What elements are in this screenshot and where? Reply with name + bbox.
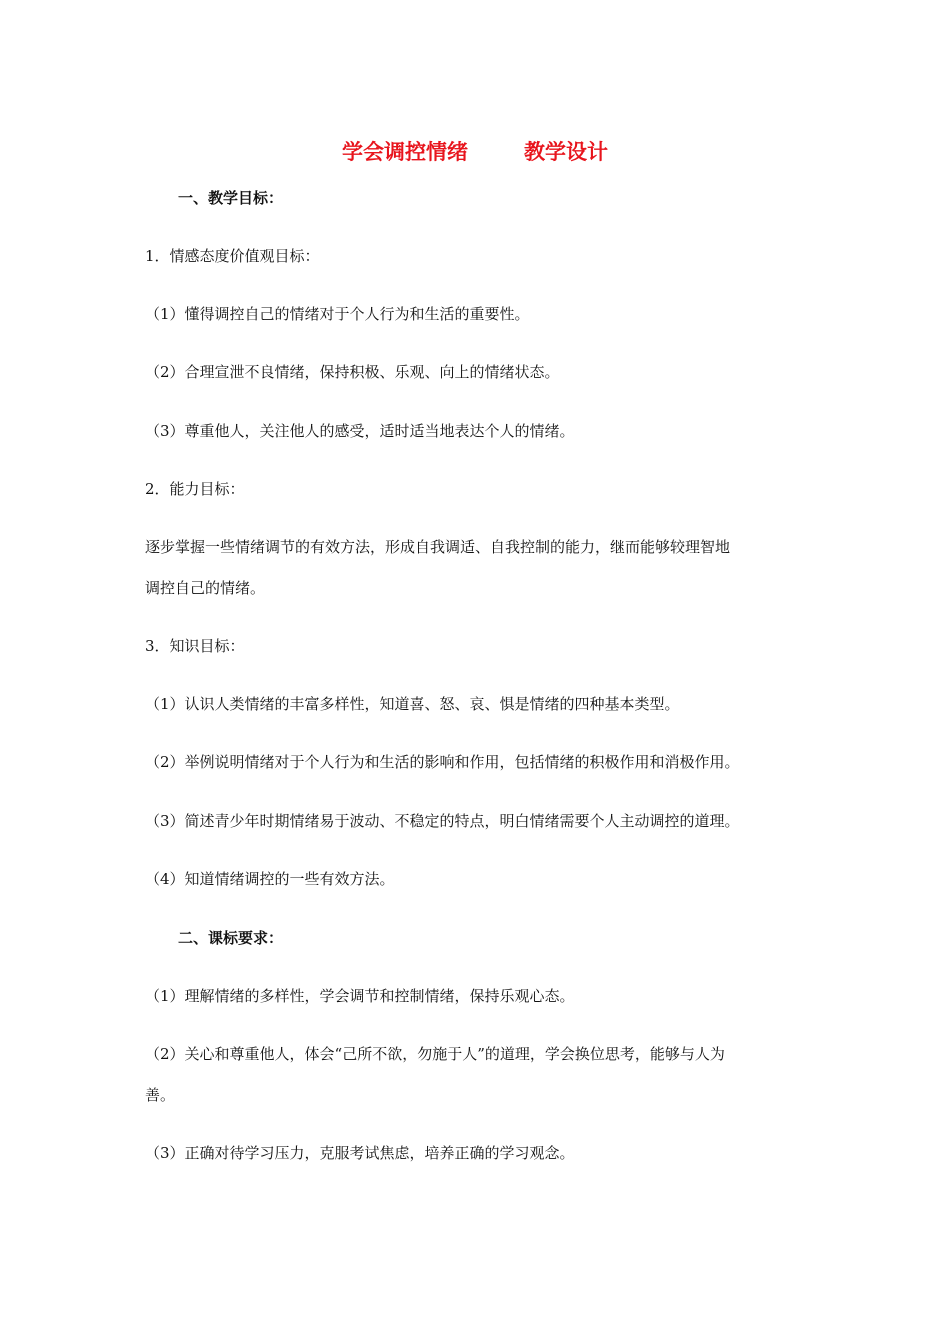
title-suffix: 教学设计 (524, 139, 608, 164)
title-main: 学会调控情绪 (342, 139, 468, 164)
emotion-goal-item-3: （3）尊重他人，关注他人的感受，适时适当地表达个人的情绪。 (145, 422, 575, 440)
ability-goal-label: 2．能力目标： (145, 480, 245, 498)
standard-item-2-line-1: （2）关心和尊重他人，体会“己所不欲，勿施于人”的道理，学会换位思考，能够与人为 (145, 1045, 725, 1063)
section-heading-standards: 二、课标要求： (178, 929, 284, 947)
knowledge-goal-item-4: （4）知道情绪调控的一些有效方法。 (145, 870, 395, 888)
document-title (0, 136, 950, 166)
knowledge-goal-item-3: （3）简述青少年时期情绪易于波动、不稳定的特点，明白情绪需要个人主动调控的道理。 (145, 812, 740, 830)
knowledge-goal-item-1: （1）认识人类情绪的丰富多样性，知道喜、怒、哀、惧是情绪的四种基本类型。 (145, 695, 680, 713)
knowledge-goal-item-2: （2）举例说明情绪对于个人行为和生活的影响和作用，包括情绪的积极作用和消极作用。 (145, 753, 740, 771)
knowledge-goal-label: 3．知识目标： (145, 637, 245, 655)
ability-goal-text-line-1: 逐步掌握一些情绪调节的有效方法，形成自我调适、自我控制的能力，继而能够较理智地 (145, 538, 731, 556)
standard-item-2-line-2: 善。 (145, 1086, 176, 1104)
emotion-goal-item-1: （1）懂得调控自己的情绪对于个人行为和生活的重要性。 (145, 305, 530, 323)
emotion-goal-item-2: （2）合理宣泄不良情绪，保持积极、乐观、向上的情绪状态。 (145, 363, 560, 381)
standard-item-3: （3）正确对待学习压力，克服考试焦虑，培养正确的学习观念。 (145, 1144, 575, 1162)
standard-item-1: （1）理解情绪的多样性，学会调节和控制情绪，保持乐观心态。 (145, 987, 575, 1005)
ability-goal-text-line-2: 调控自己的情绪。 (145, 579, 266, 597)
emotion-goal-label: 1．情感态度价值观目标： (145, 247, 320, 265)
section-heading-goals: 一、教学目标： (178, 189, 284, 207)
